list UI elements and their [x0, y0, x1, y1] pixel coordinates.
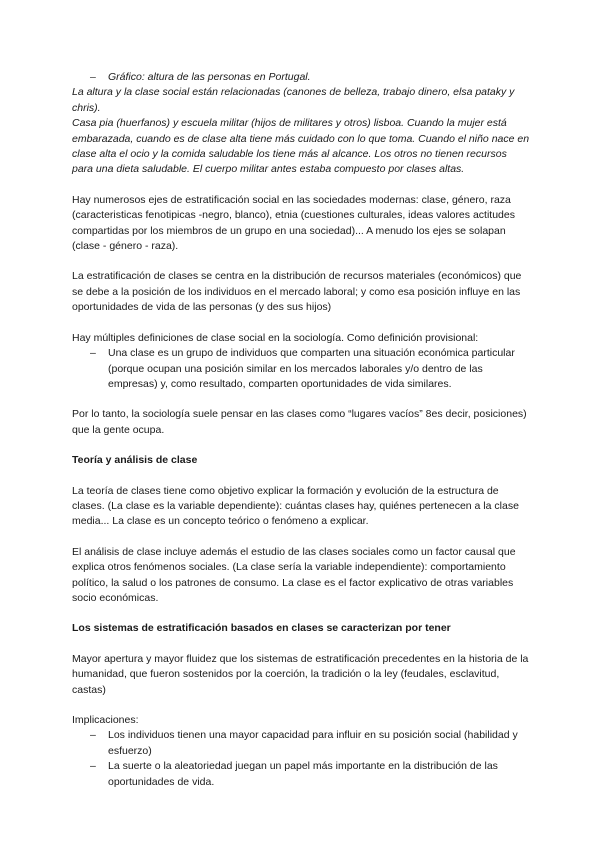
definition-item-text: Una clase es un grupo de individuos que comparten una situación económica particular (porque ocupan una posición similar en los mercados laborales y/o dentro de las empresas) y, como resultado, comparten oportunidades de vida similares. [108, 347, 515, 390]
implication-item-text: La suerte o la aleatoriedad juegan un papel más importante en la distribución de las oportunidades de vida. [108, 760, 498, 788]
paragraph-teoria: La teoría de clases tiene como objetivo explicar la formación y evolución de la estructura de clases. (La clase es la variable dependiente): cuántas clases hay, quiénes pertenecen a la clase media... La clase es un concepto teórico o fenómeno a explicar. [72, 484, 519, 528]
bullet-dash: – [90, 347, 96, 360]
bullet-dash: – [90, 729, 96, 742]
paragraph-ejes: Hay numerosos ejes de estratificación social en las sociedades modernas: clase, género, raza (caracteristicas fenotipicas -negro, blanco), etnia (cuestiones culturales, ideas valores actitudes compartidas por los miembros de un grupo en una sociedad)... A menudo los ejes se solapan (clase - género - raza). [72, 193, 515, 253]
italic-note-height-class: La altura y la clase social están relacionadas (canones de belleza, trabajo dinero, elsa pataky y chris). [72, 86, 515, 114]
implications-list [72, 728, 530, 790]
heading-sistemas: Los sistemas de estratificación basados en clases se caracterizan por tener [72, 622, 451, 635]
definition-list [72, 346, 530, 392]
paragraph-implicaciones: Implicaciones: [72, 714, 139, 726]
paragraph-analisis: El análisis de clase incluye además el estudio de las clases sociales como un factor causal que explica otros fenómenos sociales. (La clase sería la variable independiente): comportamiento político, la salud o los patrones de consumo. La clase es el factor explicativo de otras variables socio económicas. [72, 545, 516, 604]
heading-teoria: Teoría y análisis de clase [72, 454, 198, 467]
implication-item-text: Los individuos tienen una mayor capacidad para influir en su posición social (habilidad y esfuerzo) [108, 729, 518, 757]
list-item [72, 759, 530, 790]
list-item [72, 346, 530, 392]
paragraph-definiciones: Hay múltiples definiciones de clase social en la sociología. Como definición provisional: [72, 331, 479, 344]
paragraph-lugares: Por lo tanto, la sociología suele pensar en las clases como “lugares vacíos” 8es decir, posiciones) que la gente ocupa. [72, 408, 527, 436]
bullet-dash: – [90, 71, 96, 83]
paragraph-apertura: Mayor apertura y mayor fluidez que los sistemas de estratificación precedentes en la historia de la humanidad, que fueron sostenidos por la coerción, la tradición o la ley (feudales, esclavitud, castas) [72, 652, 529, 696]
list-item [72, 728, 530, 759]
italic-note-casa-pia: Casa pia (huerfanos) y escuela militar (hijos de militares y otros) lisboa. Cuando la mujer está embarazada, cuando es de clase alta tiene más cuidado con lo que toma. Cuando el niño nace en clase alta el ocio y la comida saludable los tiene más al alcance. Los otros no tienen recursos para una dieta saludable. El cuerpo militar antes estaba compuesto por clases altas. [72, 117, 530, 176]
graph-bullet [72, 70, 530, 85]
paragraph-estratificacion: La estratificación de clases se centra en la distribución de recursos materiales (económicos) que se debe a la posición de los individuos en el mercado laboral; y como esa posición influye en las oportunidades de vida de las personas (y des sus hijos) [72, 270, 522, 314]
document-page [72, 70, 530, 790]
graph-bullet-text: Gráfico: altura de las personas en Portugal. [108, 71, 311, 83]
bullet-dash: – [90, 760, 96, 773]
